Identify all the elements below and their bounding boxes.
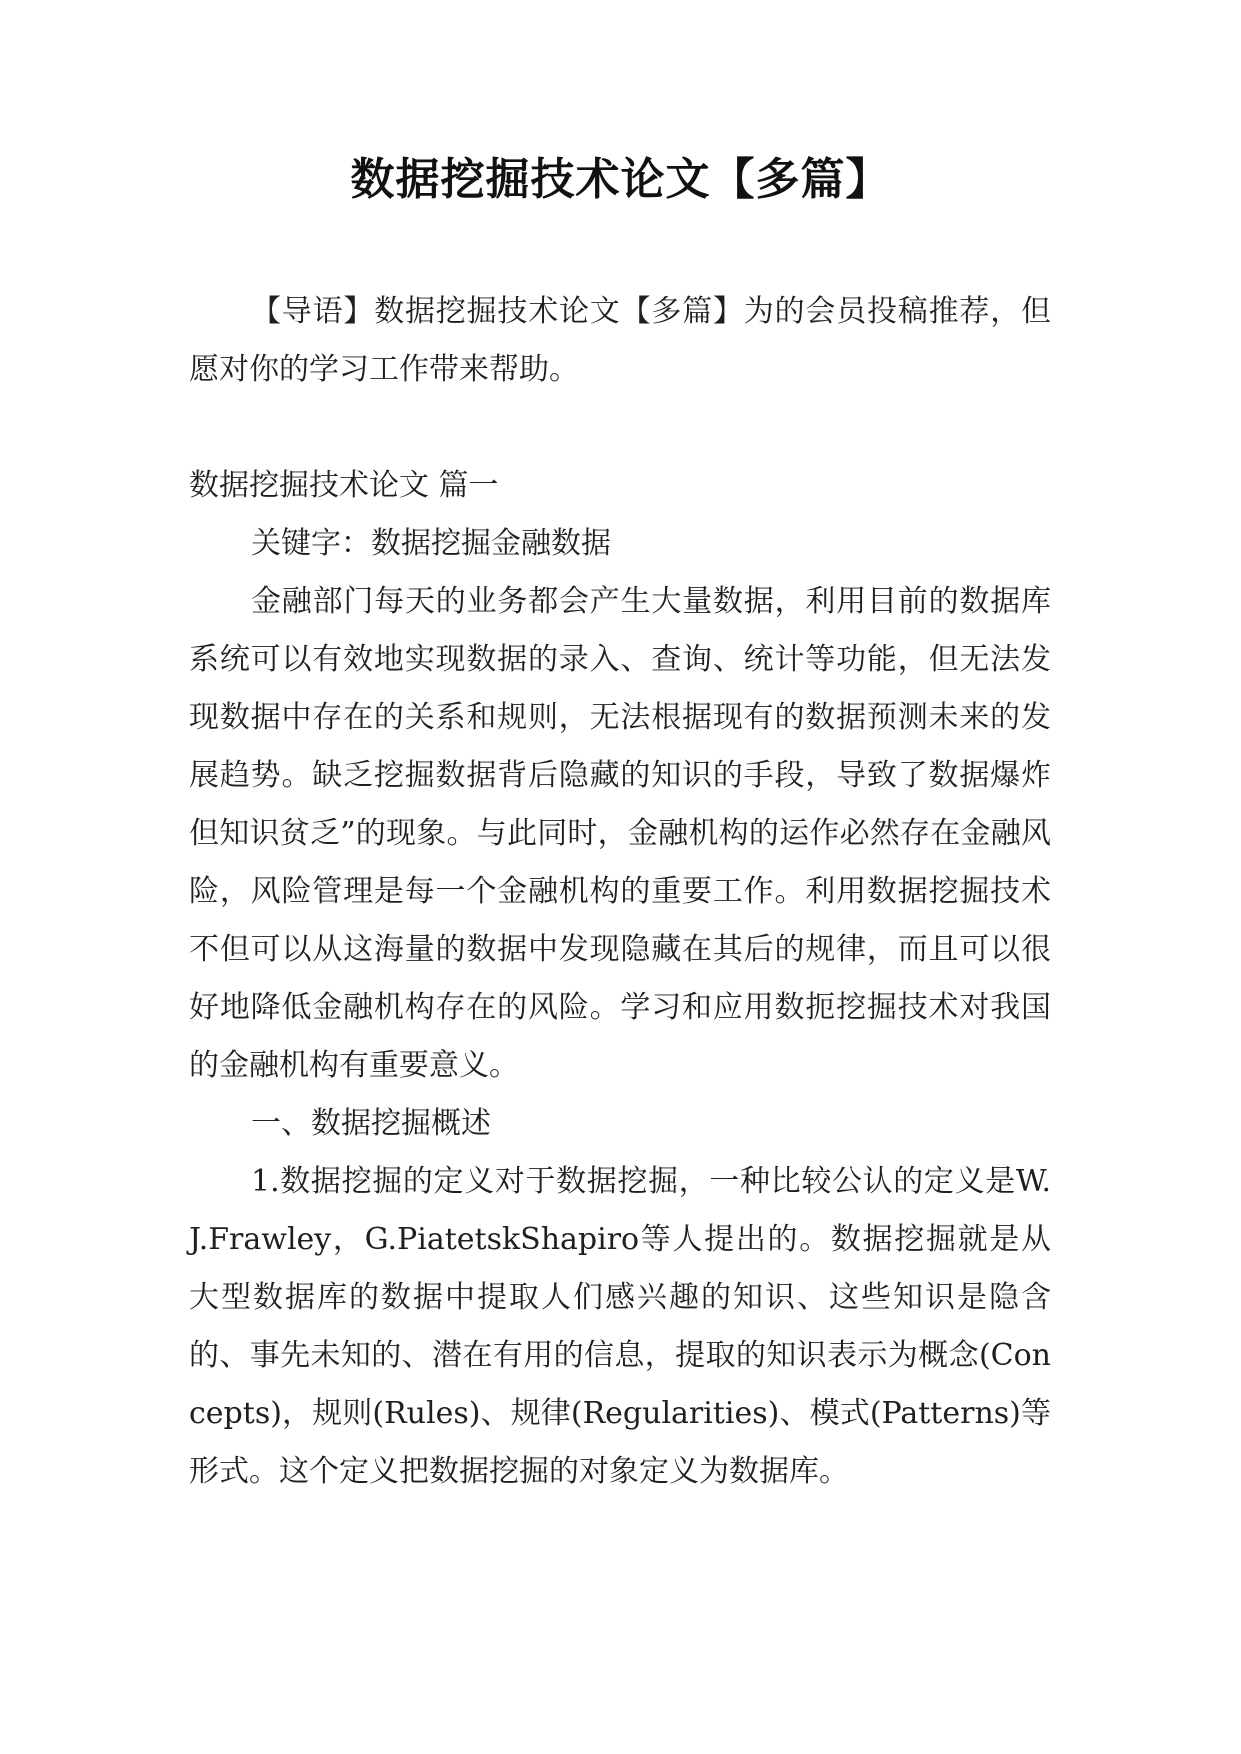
section-heading: 数据挖掘技术论文 篇一 (189, 468, 499, 503)
document-body (189, 283, 1051, 1501)
body-paragraph-2: 1.数据挖掘的定义对于数据挖掘，一种比较公认的定义是W.J.Frawley，G.PiatetskShapiro等人提出的。数据挖掘就是从大型数据库的数据中提取人们感兴趣的知识、这些知识是隐含的、事先未知的、潜在有用的信息，提取的知识表示为概念(Concepts)，规则(Rules)、规律(Regularities)、模式(Patterns)等形式。这个定义把数据挖掘的对象定义为数据库。 (189, 1164, 1051, 1489)
keywords-line: 关键字：数据挖掘金融数据 (251, 526, 611, 561)
document-title: 数据挖掘技术论文【多篇】 (350, 154, 891, 205)
intro-paragraph: 【导语】数据挖掘技术论文【多篇】为的会员投稿推荐，但愿对你的学习工作带来帮助。 (189, 294, 1051, 387)
body-paragraph-1: 金融部门每天的业务都会产生大量数据，利用目前的数据库系统可以有效地实现数据的录入、查询、统计等功能，但无法发现数据中存在的关系和规则，无法根据现有的数据预测未来的发展趋势。缺乏挖掘数据背后隐藏的知识的手段，导致了数据爆炸但知识贫乏”的现象。与此同时，金融机构的运作必然存在金融风险，风险管理是每一个金融机构的重要工作。利用数据挖掘技术不但可以从这海量的数据中发现隐藏在其后的规律，而且可以很好地降低金融机构存在的风险。学习和应用数扼挖掘技术对我国的金融机构有重要意义。 (189, 584, 1051, 1083)
subheading-1: 一、数据挖掘概述 (251, 1106, 491, 1141)
